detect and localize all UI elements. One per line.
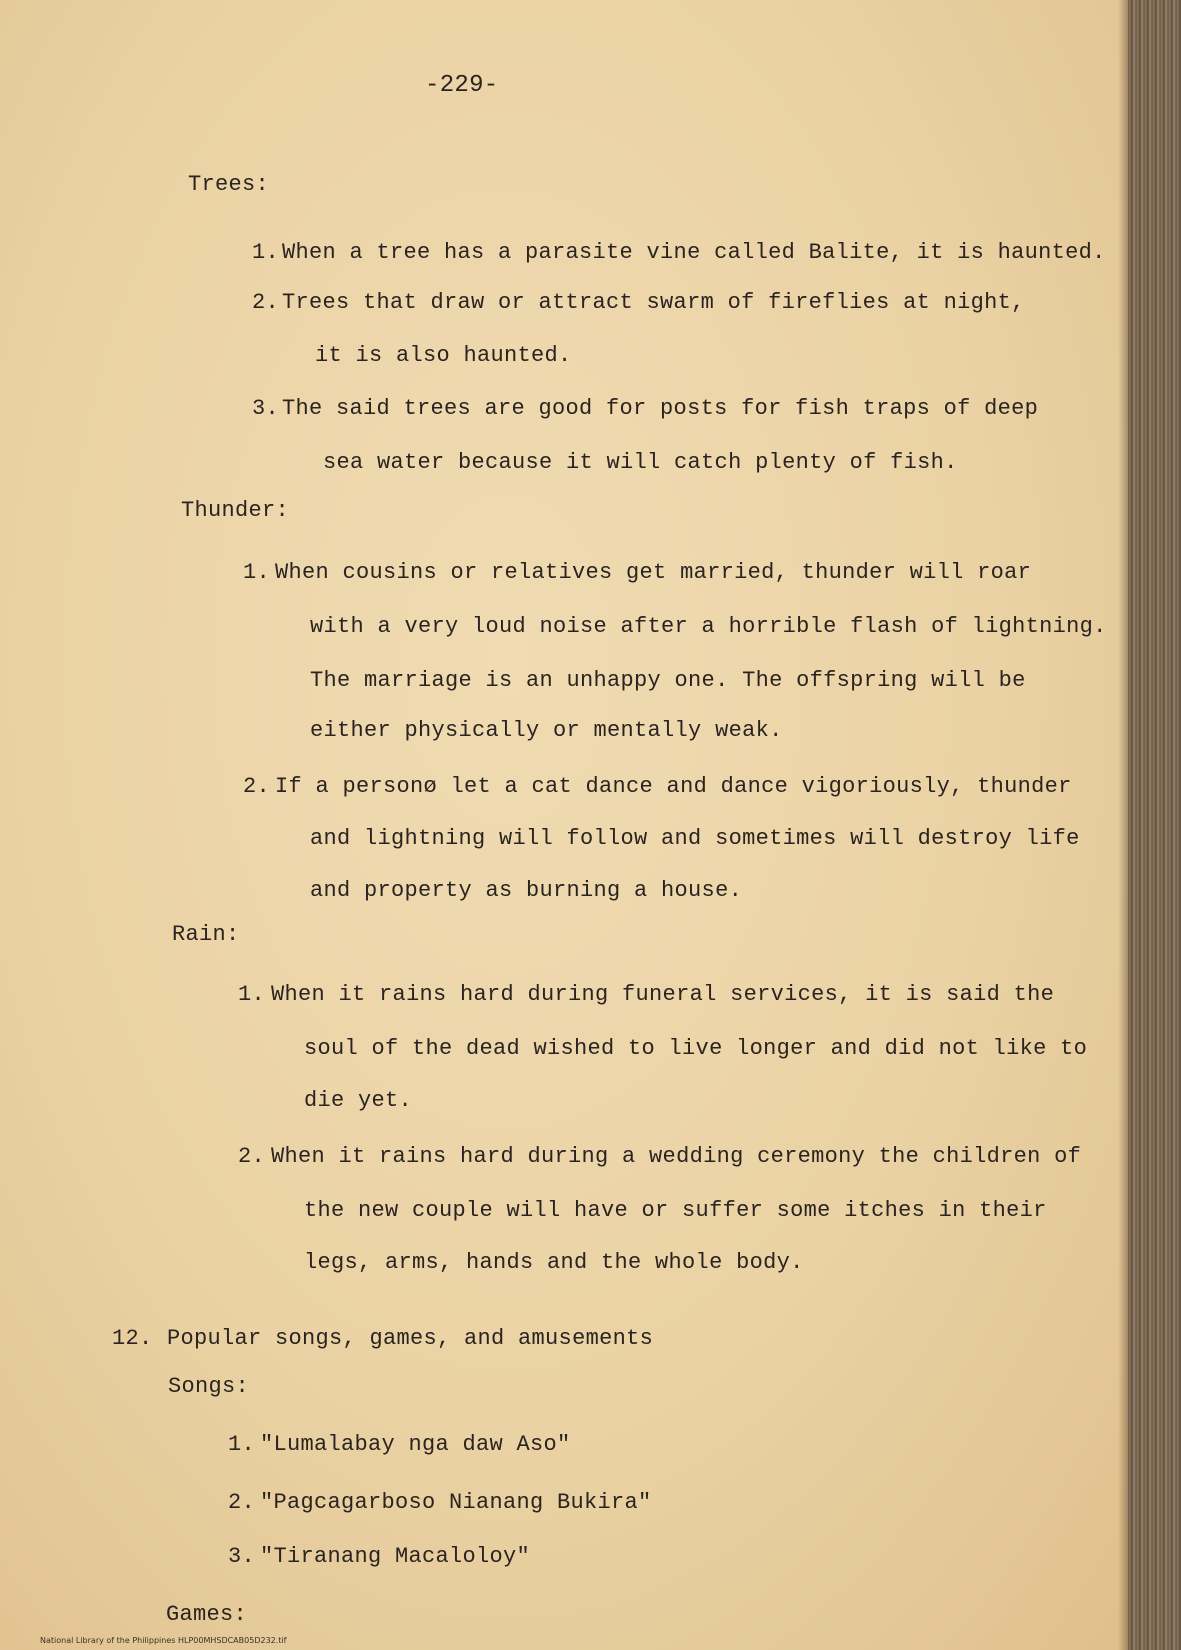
trees-item-1-line-1: When a tree has a parasite vine called Balite, it is haunted. (282, 240, 1106, 265)
thunder-item-1-line-1: When cousins or relatives get married, thunder will roar (275, 560, 1032, 585)
trees-item-3-line-2: sea water because it will catch plenty of fish. (323, 450, 958, 475)
song-2-number: 2. (228, 1490, 256, 1515)
thunder-item-1-line-4: either physically or mentally weak. (310, 718, 783, 743)
trees-item-2-line-1: Trees that draw or attract swarm of fireflies at night, (282, 290, 1025, 315)
rain-heading: Rain: (172, 922, 240, 947)
thunder-item-2-line-1: If a personø let a cat dance and dance vigoriously, thunder (275, 774, 1072, 799)
song-3-title: "Tiranang Macaloloy" (260, 1544, 531, 1569)
games-heading: Games: (166, 1602, 248, 1627)
scan-footer: National Library of the Philippines HLP00MHSDCAB05D232.tif (40, 1636, 287, 1645)
thunder-heading: Thunder: (181, 498, 290, 523)
thunder-item-2-line-2: and lightning will follow and sometimes will destroy life (310, 826, 1080, 851)
rain-item-2-number: 2. (238, 1144, 266, 1169)
trees-item-3-number: 3. (252, 396, 280, 421)
section-12-number: 12. (112, 1326, 153, 1351)
thunder-item-1-line-3: The marriage is an unhappy one. The offspring will be (310, 668, 1026, 693)
song-1-title: "Lumalabay nga daw Aso" (260, 1432, 571, 1457)
thunder-item-2-number: 2. (243, 774, 271, 799)
trees-heading: Trees: (188, 172, 270, 197)
thunder-item-2-line-3: and property as burning a house. (310, 878, 743, 903)
songs-heading: Songs: (168, 1374, 250, 1399)
song-2-title: "Pagcagarboso Nianang Bukira" (260, 1490, 652, 1515)
book-binding (1128, 0, 1181, 1650)
trees-item-1-number: 1. (252, 240, 280, 265)
rain-item-2-line-2: the new couple will have or suffer some itches in their (304, 1198, 1047, 1223)
rain-item-1-line-3: die yet. (304, 1088, 413, 1113)
rain-item-1-number: 1. (238, 982, 266, 1007)
page-number: -229- (425, 72, 499, 99)
rain-item-1-line-2: soul of the dead wished to live longer and did not like to (304, 1036, 1088, 1061)
trees-item-2-number: 2. (252, 290, 280, 315)
trees-item-3-line-1: The said trees are good for posts for fish traps of deep (282, 396, 1039, 421)
rain-item-2-line-1: When it rains hard during a wedding ceremony the children of (271, 1144, 1082, 1169)
thunder-item-1-number: 1. (243, 560, 271, 585)
song-1-number: 1. (228, 1432, 256, 1457)
section-12-title: Popular songs, games, and amusements (167, 1326, 654, 1351)
trees-item-2-line-2: it is also haunted. (315, 343, 572, 368)
rain-item-2-line-3: legs, arms, hands and the whole body. (304, 1250, 804, 1275)
rain-item-1-line-1: When it rains hard during funeral services, it is said the (271, 982, 1055, 1007)
song-3-number: 3. (228, 1544, 256, 1569)
thunder-item-1-line-2: with a very loud noise after a horrible flash of lightning. (310, 614, 1107, 639)
